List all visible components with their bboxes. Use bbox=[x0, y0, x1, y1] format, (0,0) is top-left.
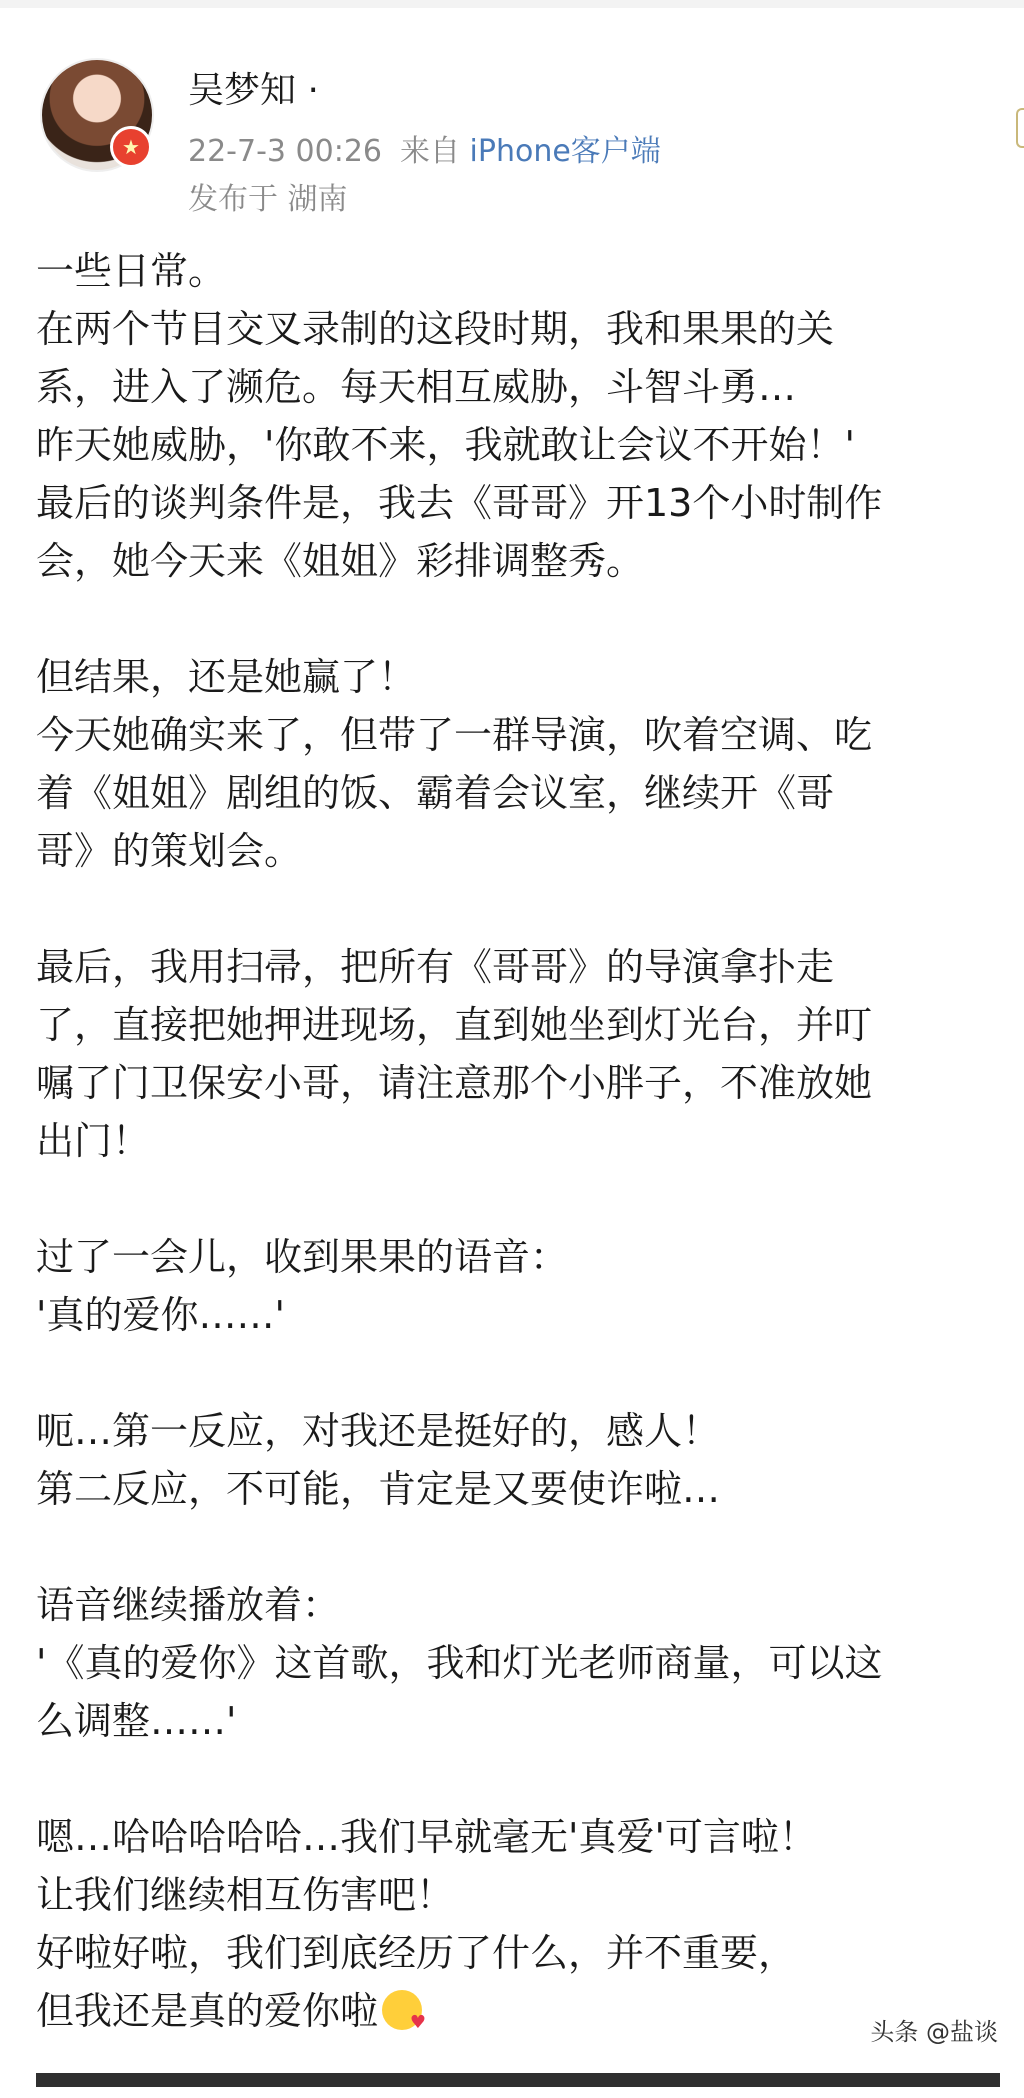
post-paragraph bbox=[36, 938, 1006, 1170]
post-text: 嘱了门卫保安小哥，请注意那个小胖子，不准放她 bbox=[36, 1061, 873, 1105]
post-text-line bbox=[36, 996, 1006, 1054]
source-prefix: 来自 bbox=[400, 134, 460, 169]
post-text: '真的爱你……' bbox=[36, 1293, 285, 1337]
post-text-line bbox=[36, 474, 1006, 532]
post-text-line bbox=[36, 416, 1006, 474]
post-text-line bbox=[36, 1460, 1006, 1518]
post-text: 着《姐姐》剧组的饭、霸着会议室，继续开《哥 bbox=[36, 771, 835, 815]
post-text: 但我还是真的爱你啦 bbox=[36, 1989, 379, 2033]
post-timestamp: 22-7-3 00:26 bbox=[188, 134, 382, 169]
post-paragraph bbox=[36, 648, 1006, 880]
post-text-line bbox=[36, 706, 1006, 764]
post-text: 最后，我用扫帚，把所有《哥哥》的导演拿扑走 bbox=[36, 945, 835, 989]
post-text: 么调整……' bbox=[36, 1699, 237, 1743]
post-text: 过了一会儿，收到果果的语音： bbox=[36, 1235, 569, 1279]
post-text: 了，直接把她押进现场，直到她坐到灯光台，并叮 bbox=[36, 1003, 873, 1047]
post-text: 第二反应，不可能，肯定是又要使诈啦… bbox=[36, 1467, 721, 1511]
post-paragraph bbox=[36, 1402, 1006, 1518]
post-text-line bbox=[36, 1808, 1006, 1866]
more-icon[interactable] bbox=[1016, 108, 1024, 148]
post-text-line bbox=[36, 1054, 1006, 1112]
post-text: 好啦好啦，我们到底经历了什么，并不重要， bbox=[36, 1931, 797, 1975]
post-text-line bbox=[36, 242, 1006, 300]
post-text-line bbox=[36, 300, 1006, 358]
post-location: 发布于 湖南 bbox=[188, 182, 348, 217]
kissing-face-icon bbox=[382, 1990, 422, 2030]
post-text-line bbox=[36, 1576, 1006, 1634]
source-client-link[interactable]: iPhone客户端 bbox=[469, 134, 661, 169]
post-paragraph bbox=[36, 242, 1006, 590]
post-paragraph bbox=[36, 1228, 1006, 1344]
post-text: 最后的谈判条件是，我去《哥哥》开13个小时制作 bbox=[36, 481, 883, 525]
post-text: 让我们继续相互伤害吧！ bbox=[36, 1873, 455, 1917]
post-text-line bbox=[36, 1402, 1006, 1460]
avatar[interactable] bbox=[40, 58, 154, 172]
post-text: 一些日常。 bbox=[36, 249, 227, 293]
post-text-line bbox=[36, 822, 1006, 880]
post-text: 语音继续播放着： bbox=[36, 1583, 341, 1627]
author-name[interactable]: 吴梦知 · bbox=[188, 70, 319, 111]
verified-badge-icon: ★ bbox=[110, 126, 152, 168]
post-text-line bbox=[36, 1112, 1006, 1170]
post-text-line bbox=[36, 648, 1006, 706]
post-text-line bbox=[36, 532, 1006, 590]
post-text-line bbox=[36, 358, 1006, 416]
post-text: 呃…第一反应，对我还是挺好的，感人！ bbox=[36, 1409, 721, 1453]
post-text: 在两个节目交叉录制的这段时期，我和果果的关 bbox=[36, 307, 835, 351]
post-body bbox=[36, 242, 1006, 2098]
post-text: 系，进入了濒危。每天相互威胁，斗智斗勇… bbox=[36, 365, 797, 409]
post-text: 嗯…哈哈哈哈哈…我们早就毫无'真爱'可言啦！ bbox=[36, 1815, 817, 1859]
post-text-line bbox=[36, 764, 1006, 822]
post-text: 但结果，还是她赢了！ bbox=[36, 655, 417, 699]
post-text: 哥》的策划会。 bbox=[36, 829, 303, 873]
watermark: 头条 @盐谈 bbox=[870, 2018, 998, 2046]
post-meta bbox=[188, 126, 661, 170]
post-text: 今天她确实来了，但带了一群导演，吹着空调、吃 bbox=[36, 713, 873, 757]
bottom-image-strip bbox=[36, 2073, 1000, 2087]
post-paragraph bbox=[36, 1808, 1006, 2040]
post-text-line bbox=[36, 1634, 1006, 1692]
post-text-line bbox=[36, 1692, 1006, 1750]
post-text: 出门！ bbox=[36, 1119, 151, 1163]
post-text: '《真的爱你》这首歌，我和灯光老师商量，可以这 bbox=[36, 1641, 883, 1685]
post-text-line bbox=[36, 1866, 1006, 1924]
post-text: 会，她今天来《姐姐》彩排调整秀。 bbox=[36, 539, 645, 583]
post-paragraph bbox=[36, 1576, 1006, 1750]
post-text-line bbox=[36, 1286, 1006, 1344]
top-border bbox=[0, 0, 1024, 8]
post-text-line bbox=[36, 1228, 1006, 1286]
post-text-line bbox=[36, 1982, 1006, 2040]
post-text-line bbox=[36, 938, 1006, 996]
post-header bbox=[0, 40, 1024, 230]
post-text-line bbox=[36, 1924, 1006, 1982]
post-text: 昨天她威胁，'你敢不来，我就敢让会议不开始！' bbox=[36, 423, 855, 467]
